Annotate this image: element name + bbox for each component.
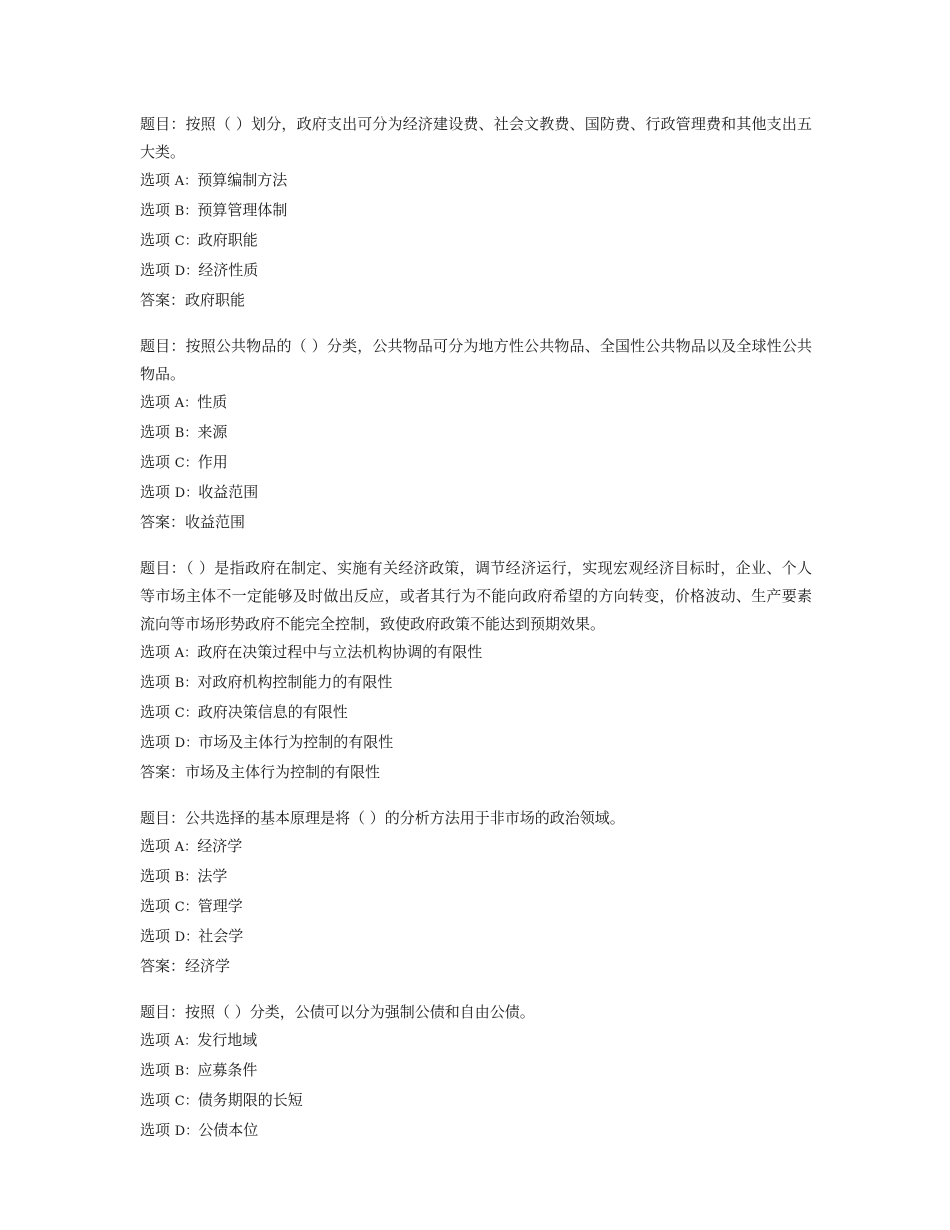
question-stem <box>140 554 812 638</box>
question-stem <box>140 332 812 388</box>
question-text: 按照（ ）分类，公债可以分为强制公债和自由公债。 <box>185 1003 535 1021</box>
option-b: 选项 B：应募条件 <box>140 1061 258 1079</box>
answer-text: 市场及主体行为控制的有限性 <box>185 763 381 781</box>
option-a: 选项 A：经济学 <box>140 837 243 855</box>
answer-line: 答案：经济学 <box>140 957 231 975</box>
answer-text: 政府职能 <box>185 291 246 309</box>
option-d: 选项 D：经济性质 <box>140 261 259 279</box>
question-block <box>140 110 812 314</box>
question-prefix: 题目： <box>140 115 186 133</box>
question-block <box>140 998 812 1146</box>
document-body <box>140 110 812 1164</box>
option-b: 选项 B：法学 <box>140 867 228 885</box>
option-c: 选项 C：政府决策信息的有限性 <box>140 703 348 721</box>
answer-line: 答案：市场及主体行为控制的有限性 <box>140 763 381 781</box>
option-d: 选项 D：公债本位 <box>140 1121 259 1139</box>
option-a: 选项 A：发行地域 <box>140 1031 258 1049</box>
option-c: 选项 C：债务期限的长短 <box>140 1091 303 1109</box>
question-prefix: 题目： <box>140 559 187 577</box>
answer-line: 答案：收益范围 <box>140 513 246 531</box>
question-prefix: 题目： <box>140 337 186 355</box>
option-d: 选项 D：社会学 <box>140 927 244 945</box>
question-text: 按照（ ）划分，政府支出可分为经济建设费、社会文教费、国防费、行政管理费和其他支出五大类。 <box>140 115 812 161</box>
question-block <box>140 554 812 786</box>
question-block <box>140 332 812 536</box>
option-d: 选项 D：市场及主体行为控制的有限性 <box>140 733 394 751</box>
question-text: 公共选择的基本原理是将（ ）的分析方法用于非市场的政治领域。 <box>185 809 625 827</box>
question-stem <box>140 998 812 1026</box>
option-c: 选项 C：管理学 <box>140 897 243 915</box>
question-text: （ ）是指政府在制定、实施有关经济政策，调节经济运行，实现宏观经济目标时，企业、个人等市场主体不一定能够及时做出反应，或者其行为不能向政府希望的方向转变，价格波动、生产要素流向等市场形势政府不能完全控制，致使政府政策不能达到预期效果。 <box>140 559 812 633</box>
question-stem <box>140 804 812 832</box>
option-a: 选项 A：性质 <box>140 393 228 411</box>
option-b: 选项 B：对政府机构控制能力的有限性 <box>140 673 393 691</box>
option-a: 选项 A：政府在决策过程中与立法机构协调的有限性 <box>140 643 483 661</box>
option-a: 选项 A：预算编制方法 <box>140 171 288 189</box>
question-stem <box>140 110 812 166</box>
option-b: 选项 B：来源 <box>140 423 228 441</box>
answer-text: 经济学 <box>185 957 231 975</box>
option-c: 选项 C：政府职能 <box>140 231 258 249</box>
question-block <box>140 804 812 980</box>
question-prefix: 题目： <box>140 1003 186 1021</box>
option-c: 选项 C：作用 <box>140 453 228 471</box>
question-text: 按照公共物品的（ ）分类，公共物品可分为地方性公共物品、全国性公共物品以及全球性公共物品。 <box>140 337 812 383</box>
option-d: 选项 D：收益范围 <box>140 483 259 501</box>
question-prefix: 题目： <box>140 809 186 827</box>
answer-text: 收益范围 <box>185 513 246 531</box>
option-b: 选项 B：预算管理体制 <box>140 201 288 219</box>
answer-line: 答案：政府职能 <box>140 291 246 309</box>
